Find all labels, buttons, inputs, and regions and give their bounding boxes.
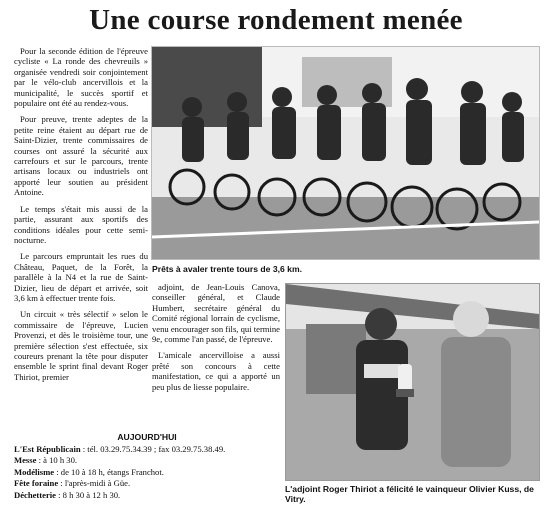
paragraph: adjoint, de Jean-Louis Canova, conseiller général, et Claude Humbert, secrétaire général du Comité régional lorrain de cyclisme, venu encourager son fils, qui termine 9e, comme l'an passé, de l'épreuve. xyxy=(152,282,280,345)
agenda-text: : à 10 h 30. xyxy=(36,455,78,466)
paragraph: Le parcours empruntait les rues du Château, Paquet, de la Forêt, la parallèle à la N4 et la rue de Saint-Dizier, lieu de départ et arrivée, soit 3,6 km à effectuer trente fois. xyxy=(14,251,148,303)
agenda-row xyxy=(14,455,280,467)
paragraph: Pour la seconde édition de l'épreuve cycliste « La ronde des chevreuils » organisée vendredi soir conjointement par le vélo-club ancervillois et la municipalité, le succès sportif et populaire ont été au rendez-vous. xyxy=(14,46,148,109)
race-start-photo xyxy=(151,46,540,260)
agenda-title: AUJOURD'HUI xyxy=(117,432,177,442)
paragraph: L'amicale ancervilloise a aussi prêté son concours à cette manifestation, ce qui a apporté un peu plus de liesse populaire. xyxy=(152,350,280,392)
paragraph: Un circuit « très sélectif » selon le commissaire de l'épreuve, Lucien Provenzi, et dès le troisième tour, une première sélection s'est effectuée, six coureurs prenant la tête pour disputer ensemble le sprint final devant Roger Thiriot, premier xyxy=(14,309,148,382)
agenda-row xyxy=(14,490,280,502)
agenda-row xyxy=(14,467,280,479)
paragraph: Le temps s'était mis aussi de la partie, assurant aux sportifs des conditions idéales pour cette semi-nocturne. xyxy=(14,203,148,245)
agenda-label: Fête foraine xyxy=(14,478,59,489)
agenda-text: : tél. 03.29.75.34.39 ; fax 03.29.75.38.49. xyxy=(80,443,226,454)
agenda-row xyxy=(14,478,280,490)
paragraph: Pour preuve, trente adeptes de la petite reine étaient au départ rue de Saint-Dizier, trente commissaires de courses ont assuré la sécurité aux carrefours et sur le parcours, trente artisans locaux ou industriels ont apporté leur soutien au président Antoine. xyxy=(14,114,148,198)
photo-caption: Prêts à avaler trente tours de 3,6 km. xyxy=(152,264,302,274)
article-column-2 xyxy=(152,282,280,398)
podium-photo-art xyxy=(286,284,539,480)
article-column-1 xyxy=(14,46,148,388)
agenda-label: Déchetterie xyxy=(14,489,56,500)
agenda-label: L'Est Républicain xyxy=(14,443,81,454)
agenda-row xyxy=(14,444,280,456)
podium-photo xyxy=(285,283,540,481)
agenda-box xyxy=(14,432,280,502)
agenda-label: Messe xyxy=(14,455,37,466)
agenda-label: Modélisme xyxy=(14,466,55,477)
agenda-text: : l'après-midi à Güe. xyxy=(58,478,131,489)
headline: Une course rondement menée xyxy=(89,4,463,36)
photo-caption: L'adjoint Roger Thiriot a félicité le vainqueur Olivier Kuss, de Vitry. xyxy=(285,484,534,504)
race-start-photo-art xyxy=(152,47,539,259)
agenda-text: : de 10 à 18 h, étangs Franchot. xyxy=(54,466,164,477)
agenda-text: : 8 h 30 à 12 h 30. xyxy=(55,489,121,500)
